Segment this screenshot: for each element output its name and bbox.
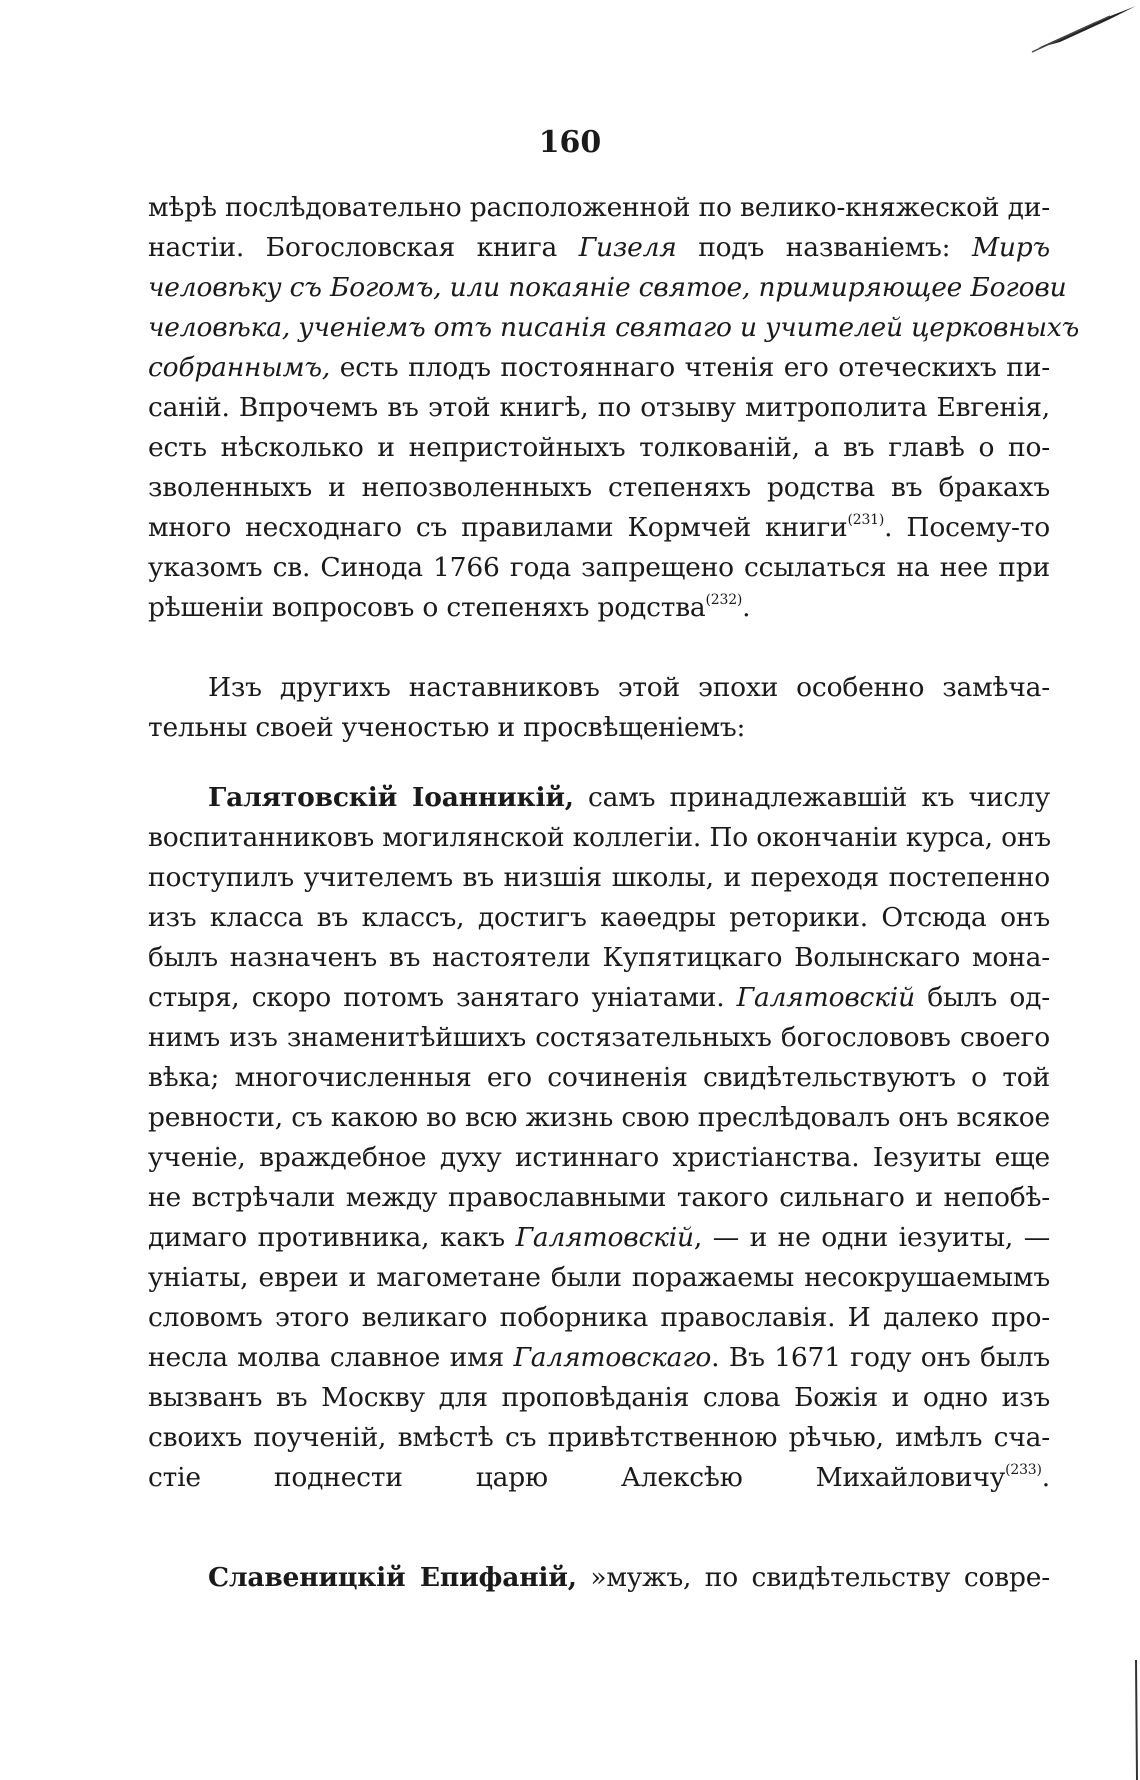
text-line: Галятовскій Іоанникій, самъ принадлежавшій къ числу	[208, 782, 1050, 813]
text-line: нимъ изъ знаменитѣйшихъ состязательныхъ богослововъ своего	[148, 1022, 1050, 1053]
text-line: есть нѣсколько и непристойныхъ толкованій, а въ главѣ о по-	[148, 432, 1050, 463]
text-line: зволенныхъ и непозволенныхъ степеняхъ родства въ бракахъ	[148, 472, 1050, 503]
text-line: изъ класса въ классъ, достигъ каѳедры реторики. Отсюда онъ	[148, 902, 1050, 933]
text-line	[148, 272, 1067, 303]
text-line: уніаты, евреи и магометане были поражаемы несокрушаемымъ	[148, 1262, 1050, 1293]
bold-name: Галятовскій Іоанникій,	[208, 782, 574, 813]
text-line: ревности, съ какою во всю жизнь свою преслѣдовалъ онъ всякое	[148, 1102, 1050, 1133]
text-line: мѣрѣ послѣдовательно расположенной по велико-княжеской ди-	[148, 192, 1050, 223]
footnote-ref: (232)	[705, 592, 743, 608]
text-line: много несходнаго съ правилами Кормчей книги$^{(231)}$. Посему-то	[148, 512, 1050, 543]
pen-stroke-mark	[940, 0, 1140, 60]
text-line	[148, 312, 1080, 343]
text-line: указомъ св. Синода 1766 года запрещено ссылаться на нее при	[148, 552, 1050, 583]
text-line: собраннымъ, есть плодъ постояннаго чтенія его отеческихъ пи-	[148, 352, 1050, 383]
text-line: словомъ этого великаго поборника православія. И далеко про-	[148, 1302, 1050, 1333]
text-line: своихъ поученій, вмѣстѣ съ привѣтственною рѣчью, имѣлъ сча-	[148, 1422, 1050, 1453]
text-line: рѣшеніи вопросовъ о степеняхъ родства$^{(232)}$.	[148, 592, 751, 623]
text-line: настіи. Богословская книга Гизеля подъ названіемъ: Миръ	[148, 232, 1050, 263]
text-line: стыря, скоро потомъ занятаго уніатами. Галятовскій былъ од-	[148, 982, 1050, 1013]
footnote-ref: (231)	[847, 512, 885, 528]
italic-text: человѣку съ Богомъ, или покаяніе святое, примиряющее Богови	[148, 272, 1067, 303]
bold-name: Славеницкій Епифаній,	[208, 1562, 577, 1593]
italic-text: человѣка, ученіемъ отъ писанія святаго и учителей церковныхъ	[148, 312, 1080, 343]
text-line: Изъ другихъ наставниковъ этой эпохи особенно замѣча-	[208, 672, 1050, 703]
italic-text: Галятовскій	[736, 982, 915, 1013]
italic-text: Галятовскій	[515, 1222, 694, 1253]
text-line: димаго противника, какъ Галятовскій, — и не одни іезуиты, —	[148, 1222, 1050, 1253]
text-line: несла молва славное имя Галятовскаго. Въ 1671 году онъ былъ	[148, 1342, 1050, 1373]
text-line: поступилъ учителемъ въ низшія школы, и переходя постепенно	[148, 862, 1050, 893]
text-line: ученіе, враждебное духу истиннаго христіанства. Іезуиты еще	[148, 1142, 1050, 1173]
text-line: саній. Впрочемъ въ этой книгѣ, по отзыву митрополита Евгенія,	[148, 392, 1050, 423]
edge-line-mark	[1128, 1660, 1140, 1780]
italic-text: Галятовскаго	[513, 1342, 712, 1373]
text-line: вызванъ въ Москву для проповѣданія слова Божія и одно изъ	[148, 1382, 1050, 1413]
text-line: былъ назначенъ въ настоятели Купятицкаго Волынскаго мона-	[148, 942, 1050, 973]
text-line: воспитанниковъ могилянской коллегіи. По окончаніи курса, онъ	[148, 822, 1051, 853]
text-line: не встрѣчали между православными такого сильнаго и непобѣ-	[148, 1182, 1050, 1213]
text-line: тельны своей ученостью и просвѣщеніемъ:	[148, 712, 746, 743]
text-line: Славеницкій Епифаній, »мужъ, по свидѣтельству совре-	[208, 1562, 1050, 1593]
italic-text: собраннымъ,	[148, 352, 331, 383]
italic-text: Гизеля	[578, 232, 677, 263]
text-line: стіе поднести царю Алексѣю Михайловичу$^{(233)}$.	[148, 1462, 1050, 1493]
footnote-ref: (233)	[1005, 1462, 1042, 1478]
text-line: вѣка; многочисленныя его сочиненія свидѣтельствуютъ о той	[148, 1062, 1050, 1093]
page-number: 160	[538, 125, 602, 160]
italic-text: Миръ	[971, 232, 1050, 263]
